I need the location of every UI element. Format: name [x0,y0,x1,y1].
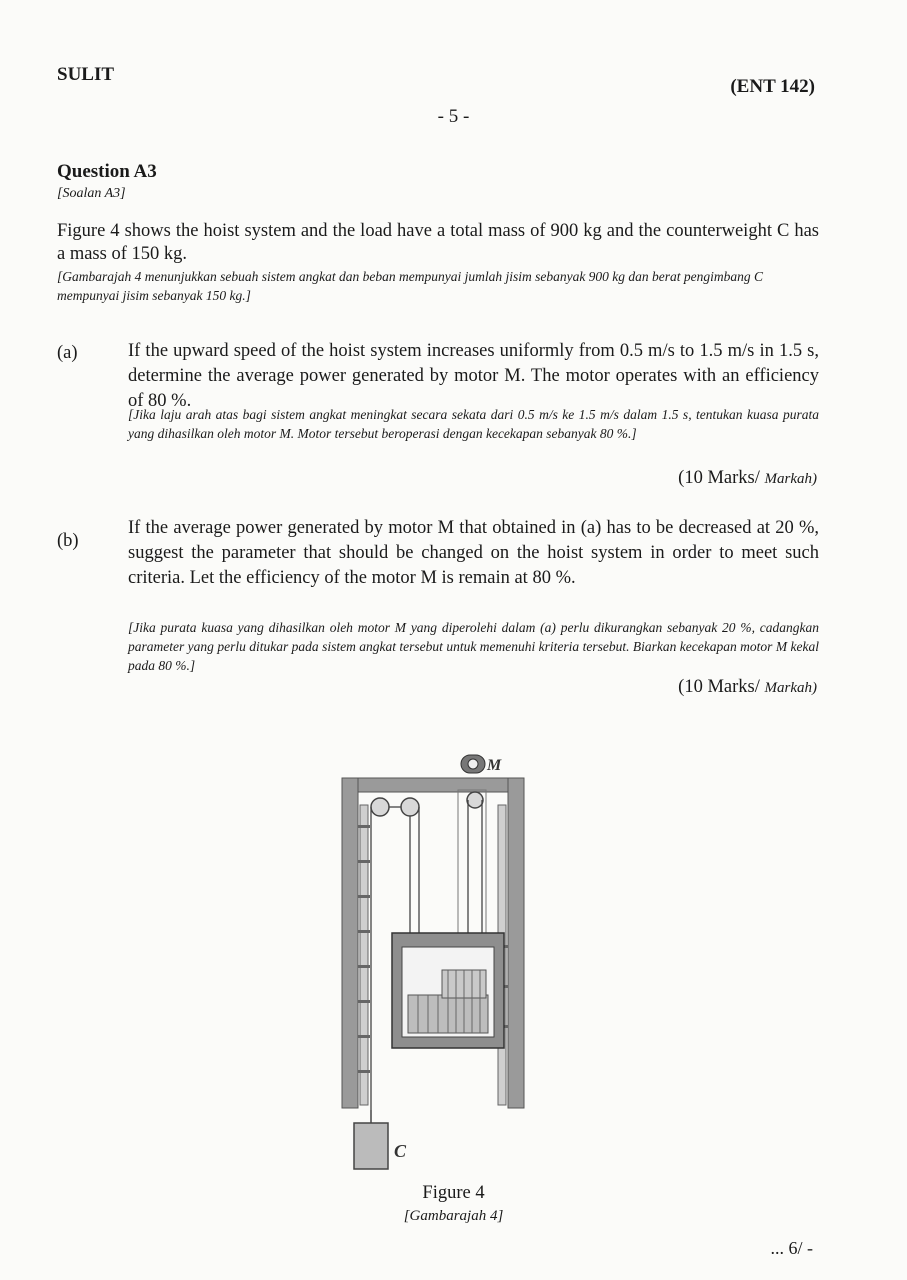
part-b-text-malay: [Jika purata kuasa yang dihasilkan oleh motor M yang diperolehi dalam (a) perlu dikurangkan sebanyak 20 %, cadangkan parameter yang perlu ditukar pada sistem angkat tersebut untuk memenuhi kriteria tersebut. Biarkan kecekapan motor M kekal pada 80 %.] [128,620,819,673]
page-number: - 5 - [437,106,470,127]
part-a-text: If the upward speed of the hoist system increases uniformly from 0.5 m/s to 1.5 m/s in 1.5 s, determine the average power generated by motor M. The motor operates with an efficiency of 80 %. [128,341,819,411]
question-title: Question A3 [57,161,157,182]
question-title-malay: [Soalan A3] [57,186,126,201]
part-a-label: (a) [57,343,78,363]
part-b-marks [678,677,817,698]
question-intro: Figure 4 shows the hoist system and the load have a total mass of 900 kg and the counterweight C has a mass of 150 kg. [57,221,819,264]
part-a-text-malay: [Jika laju arah atas bagi sistem angkat meningkat secara sekata dari 0.5 m/s ke 1.5 m/s dalam 1.5 s, tentukan kuasa purata yang dihasilkan oleh motor M. Motor tersebut beroperasi dengan kecekapan sebanyak 80 %.] [128,407,819,441]
counterweight-label: C [394,1141,407,1161]
hoist-car [392,933,504,1048]
counterweight [354,1110,388,1169]
part-b-marks-en: (10 Marks/ [678,677,760,697]
part-a-marks-en: (10 Marks/ [678,468,760,488]
part-a-marks [678,468,817,489]
part-b-label: (b) [57,531,79,551]
hoist-system-figure [330,745,530,1175]
course-code: (ENT 142) [730,76,815,97]
part-a-marks-my: Markah) [764,471,817,487]
top-pulleys [371,792,483,816]
classification-label: SULIT [57,64,115,85]
part-b-marks-my: Markah) [764,680,817,696]
figure-caption-malay: [Gambarajah 4] [403,1208,504,1224]
motor [461,755,485,773]
next-page-indicator: ... 6/ - [770,1238,813,1258]
figure-caption: Figure 4 [422,1183,485,1203]
question-intro-malay: [Gambarajah 4 menunjukkan sebuah sistem angkat dan beban mempunyai jumlah jisim sebanyak 900 kg dan berat pengimbang C mempunyai jisim sebanyak 150 kg.] [57,269,764,303]
part-b-text: If the average power generated by motor M that obtained in (a) has to be decreased at 20 %, suggest the parameter that should be changed on the hoist system in order to meet such criteria. Let the efficiency of the motor M is remain at 80 %. [128,518,819,588]
motor-label: M [487,757,502,774]
